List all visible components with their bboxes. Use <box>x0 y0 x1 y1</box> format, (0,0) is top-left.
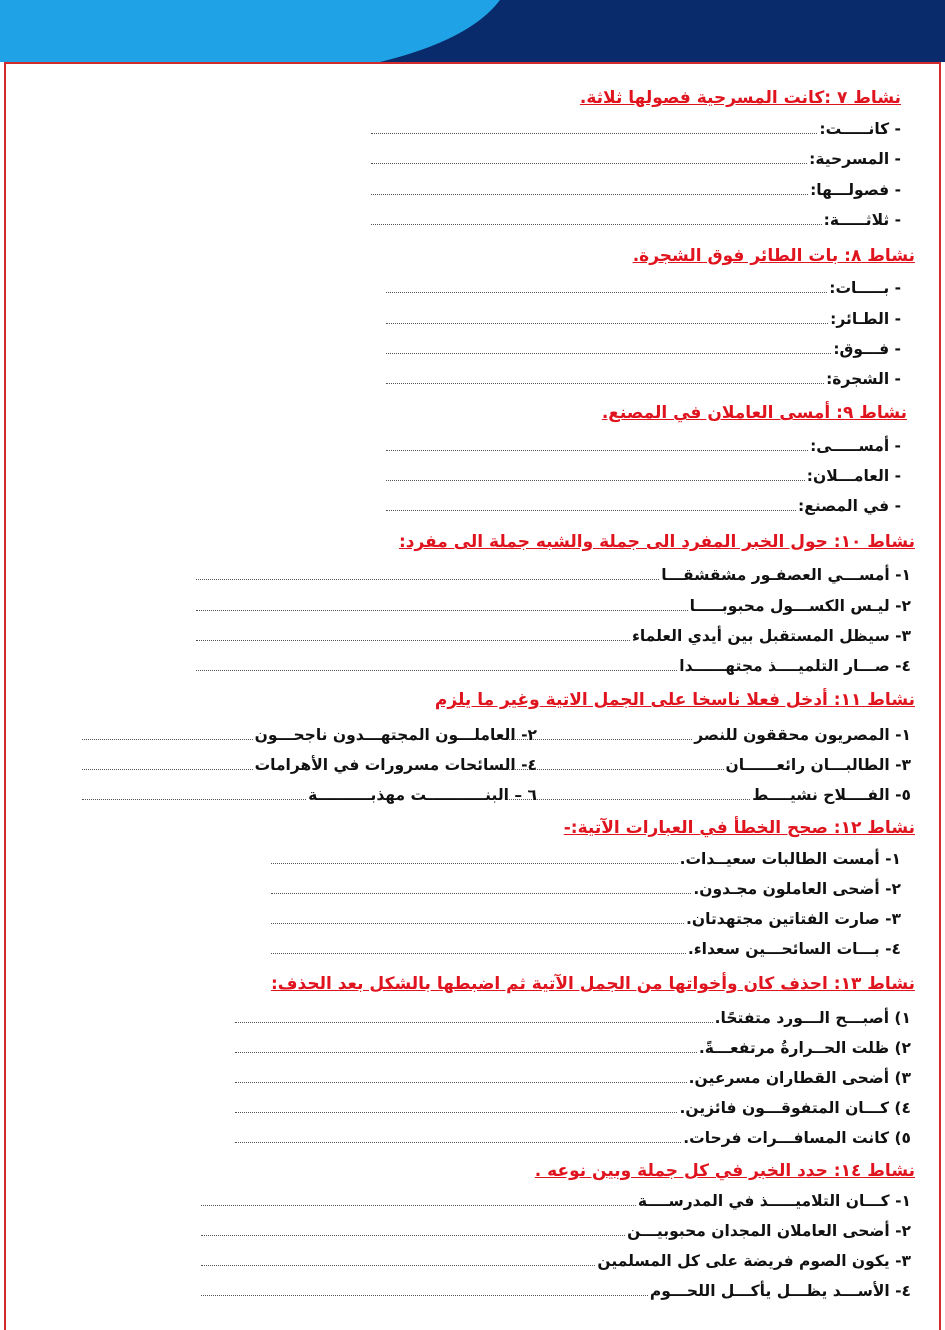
list-item: ٤- صـــار التلميــــذ مجتهــــــدا <box>196 657 911 675</box>
activity-14-title: نشاط ١٤: حدد الخبر في كل جملة وبين نوعه . <box>534 1161 915 1181</box>
list-item: ١- أمســـي العصفـور مشقشقـــا <box>196 566 911 584</box>
list-item: - الطـائر: <box>386 310 901 328</box>
list-item: ٥- الفــــلاح نشيــــط <box>506 786 911 804</box>
list-item: ٤- السائحات مسرورات في الأهرامات <box>82 756 537 774</box>
list-item: ٢- أضحى العاملون مجـدون. <box>271 880 901 898</box>
activity-10-title: نشاط ١٠: حول الخبر المفرد الى جملة والشبه جملة الى مفرد: <box>398 532 915 552</box>
list-item: ٣- صارت الفتاتين مجتهدتان. <box>271 910 901 928</box>
list-item: ٤- الأســـد يظـــل يأكـــل اللحـــوم <box>201 1282 911 1300</box>
list-item: - العامـــلان: <box>386 467 901 485</box>
activity-8-title: نشاط ٨: بات الطائر فوق الشجرة. <box>632 246 915 266</box>
list-item: ٣) أضحى القطاران مسرعين. <box>235 1069 911 1087</box>
list-item: ٥) كانت المسافـــرات فرحات. <box>235 1129 911 1147</box>
list-item: ١- كـــان التلاميـــــذ في المدرســــة <box>201 1192 911 1210</box>
list-item: - فـــوق: <box>386 340 901 358</box>
list-item: ٣- يكون الصوم فريضة على كل المسلمين <box>201 1252 911 1270</box>
list-item: ٢- العاملـــون المجتهـــدون ناجحـــون <box>82 726 537 744</box>
activity-9-title: نشاط ٩: أمسى العاملان في المصنع. <box>601 403 907 423</box>
list-item: ١) أصبـــح الـــورد متفتحًا. <box>235 1009 911 1027</box>
list-item: ٣- سيظل المستقبل بين أيدي العلماء <box>196 627 911 645</box>
list-item: ٢- ليـس الكســـول محبوبـــــا <box>196 597 911 615</box>
list-item: - بـــــات: <box>386 279 901 297</box>
list-item: ٤) كـــان المتفوقـــون فائزين. <box>235 1099 911 1117</box>
list-item: - في المصنع: <box>386 497 901 515</box>
list-item: ٢) ظلت الحــرارةُ مرتفعـــةً. <box>235 1039 911 1057</box>
list-item: - ثلاثـــــة: <box>371 211 901 229</box>
list-item: ٦ – البنـــــــــــت مهذبــــــــــة <box>82 786 537 804</box>
header-banner <box>0 0 945 62</box>
activity-7-title: نشاط ٧ :كانت المسرحية فصولها ثلاثة. <box>579 88 901 108</box>
list-item: - كانـــــت: <box>371 120 901 138</box>
list-item: - الشجرة: <box>386 370 901 388</box>
list-item: ٢- أضحى العاملان المجدان محبوبيـــن <box>201 1222 911 1240</box>
list-item: ٣- الطالبـــان رائعــــــان <box>506 756 911 774</box>
list-item: ١- أمست الطالبات سعيــدات. <box>271 850 901 868</box>
list-item: - المسرحية: <box>371 150 901 168</box>
list-item: - أمســـــى: <box>386 437 901 455</box>
list-item: ١- المصريون محققون للنصر <box>506 726 911 744</box>
activity-13-title: نشاط ١٣: احذف كان وأخواتها من الجمل الآتية ثم اضبطها بالشكل بعد الحذف: <box>270 974 915 994</box>
list-item: ٤- بـــات السائحـــين سعداء. <box>271 940 901 958</box>
activity-11-title: نشاط ١١: أدخل فعلا ناسخا على الجمل الاتية وغير ما يلزم <box>434 690 915 710</box>
activity-12-title: نشاط ١٢: صحح الخطأ في العبارات الآتية:- <box>563 818 915 838</box>
list-item: - فصولـــها: <box>371 181 901 199</box>
